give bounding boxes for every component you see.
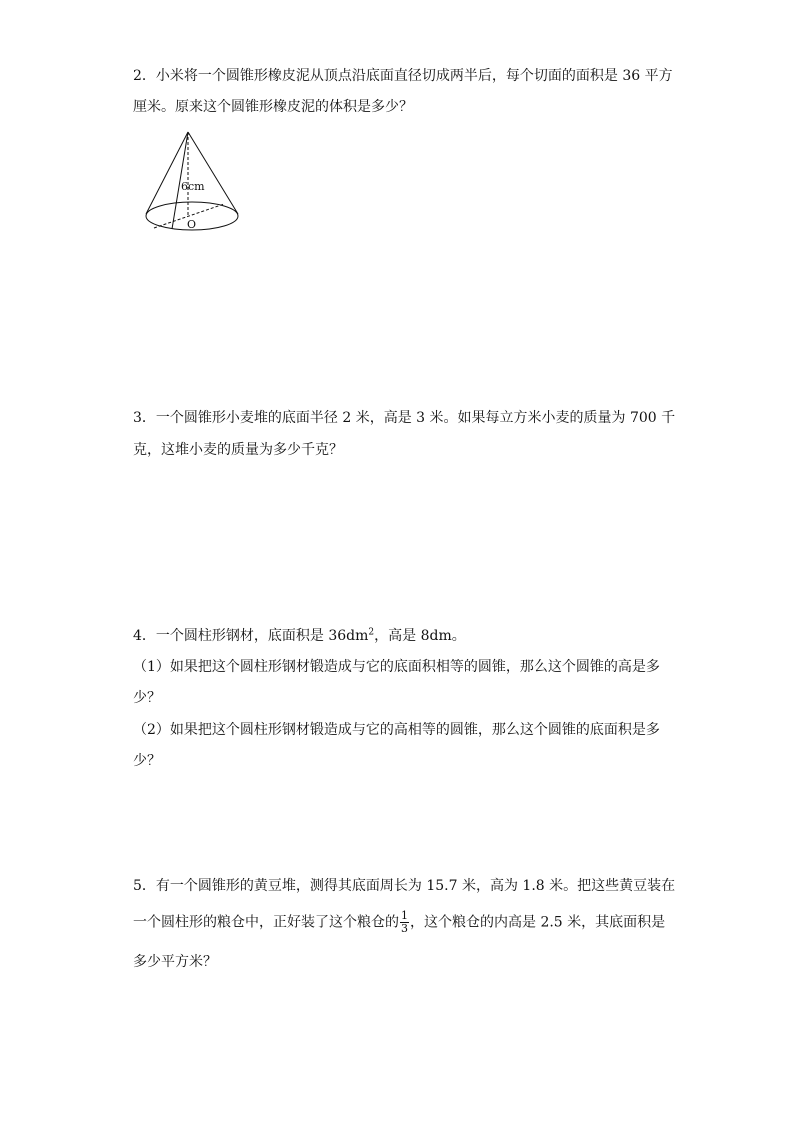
q5-line-2 xyxy=(133,910,665,935)
q4-line-1 xyxy=(133,626,466,646)
q4-sub2-line-2: 少？ xyxy=(133,753,161,769)
q5-fraction-numerator: 1 xyxy=(401,909,408,922)
q4-sub1-line-2: 少？ xyxy=(133,690,161,706)
q5-line-1: 5．有一个圆锥形的黄豆堆，测得其底面周长为 15.7 米，高为 1.8 米。把这些黄豆装在 xyxy=(133,878,676,894)
q3-line-2: 克，这堆小麦的质量为多少千克？ xyxy=(133,442,343,458)
cone-height-label: 6cm xyxy=(181,180,205,193)
q3-line-1: 3．一个圆锥形小麦堆的底面半径 2 米，高是 3 米。如果每立方米小麦的质量为 700 千 xyxy=(133,410,676,426)
q2-line-2: 厘米。原来这个圆锥形橡皮泥的体积是多少？ xyxy=(133,99,413,115)
q4-sub1-line-1: （1）如果把这个圆柱形钢材锻造成与它的底面积相等的圆锥，那么这个圆锥的高是多 xyxy=(133,659,660,675)
q4-sub2-line-1: （2）如果把这个圆柱形钢材锻造成与它的高相等的圆锥，那么这个圆锥的底面积是多 xyxy=(133,722,660,738)
q5-fraction-denominator: 3 xyxy=(401,922,408,935)
q5-line-3: 多少平方米？ xyxy=(133,954,217,970)
q5-line-2-text: 一个圆柱形的粮仓中，正好装了这个粮仓的 xyxy=(133,914,399,931)
q5-line-2-tail: ，这个粮仓的内高是 2.5 米，其底面积是 xyxy=(410,914,666,931)
cone-center-label: O xyxy=(187,218,197,231)
q2-line-1: 2．小米将一个圆锥形橡皮泥从顶点沿底面直径切成两半后，每个切面的面积是 36 平方 xyxy=(133,68,673,84)
q4-line-1-tail: ，高是 8dm。 xyxy=(374,628,466,644)
q5-fraction xyxy=(400,910,409,935)
q4-superscript: 2 xyxy=(368,627,375,638)
cone-figure xyxy=(140,128,244,236)
q4-line-1-text: 4．一个圆柱形钢材，底面积是 36dm xyxy=(133,628,369,644)
